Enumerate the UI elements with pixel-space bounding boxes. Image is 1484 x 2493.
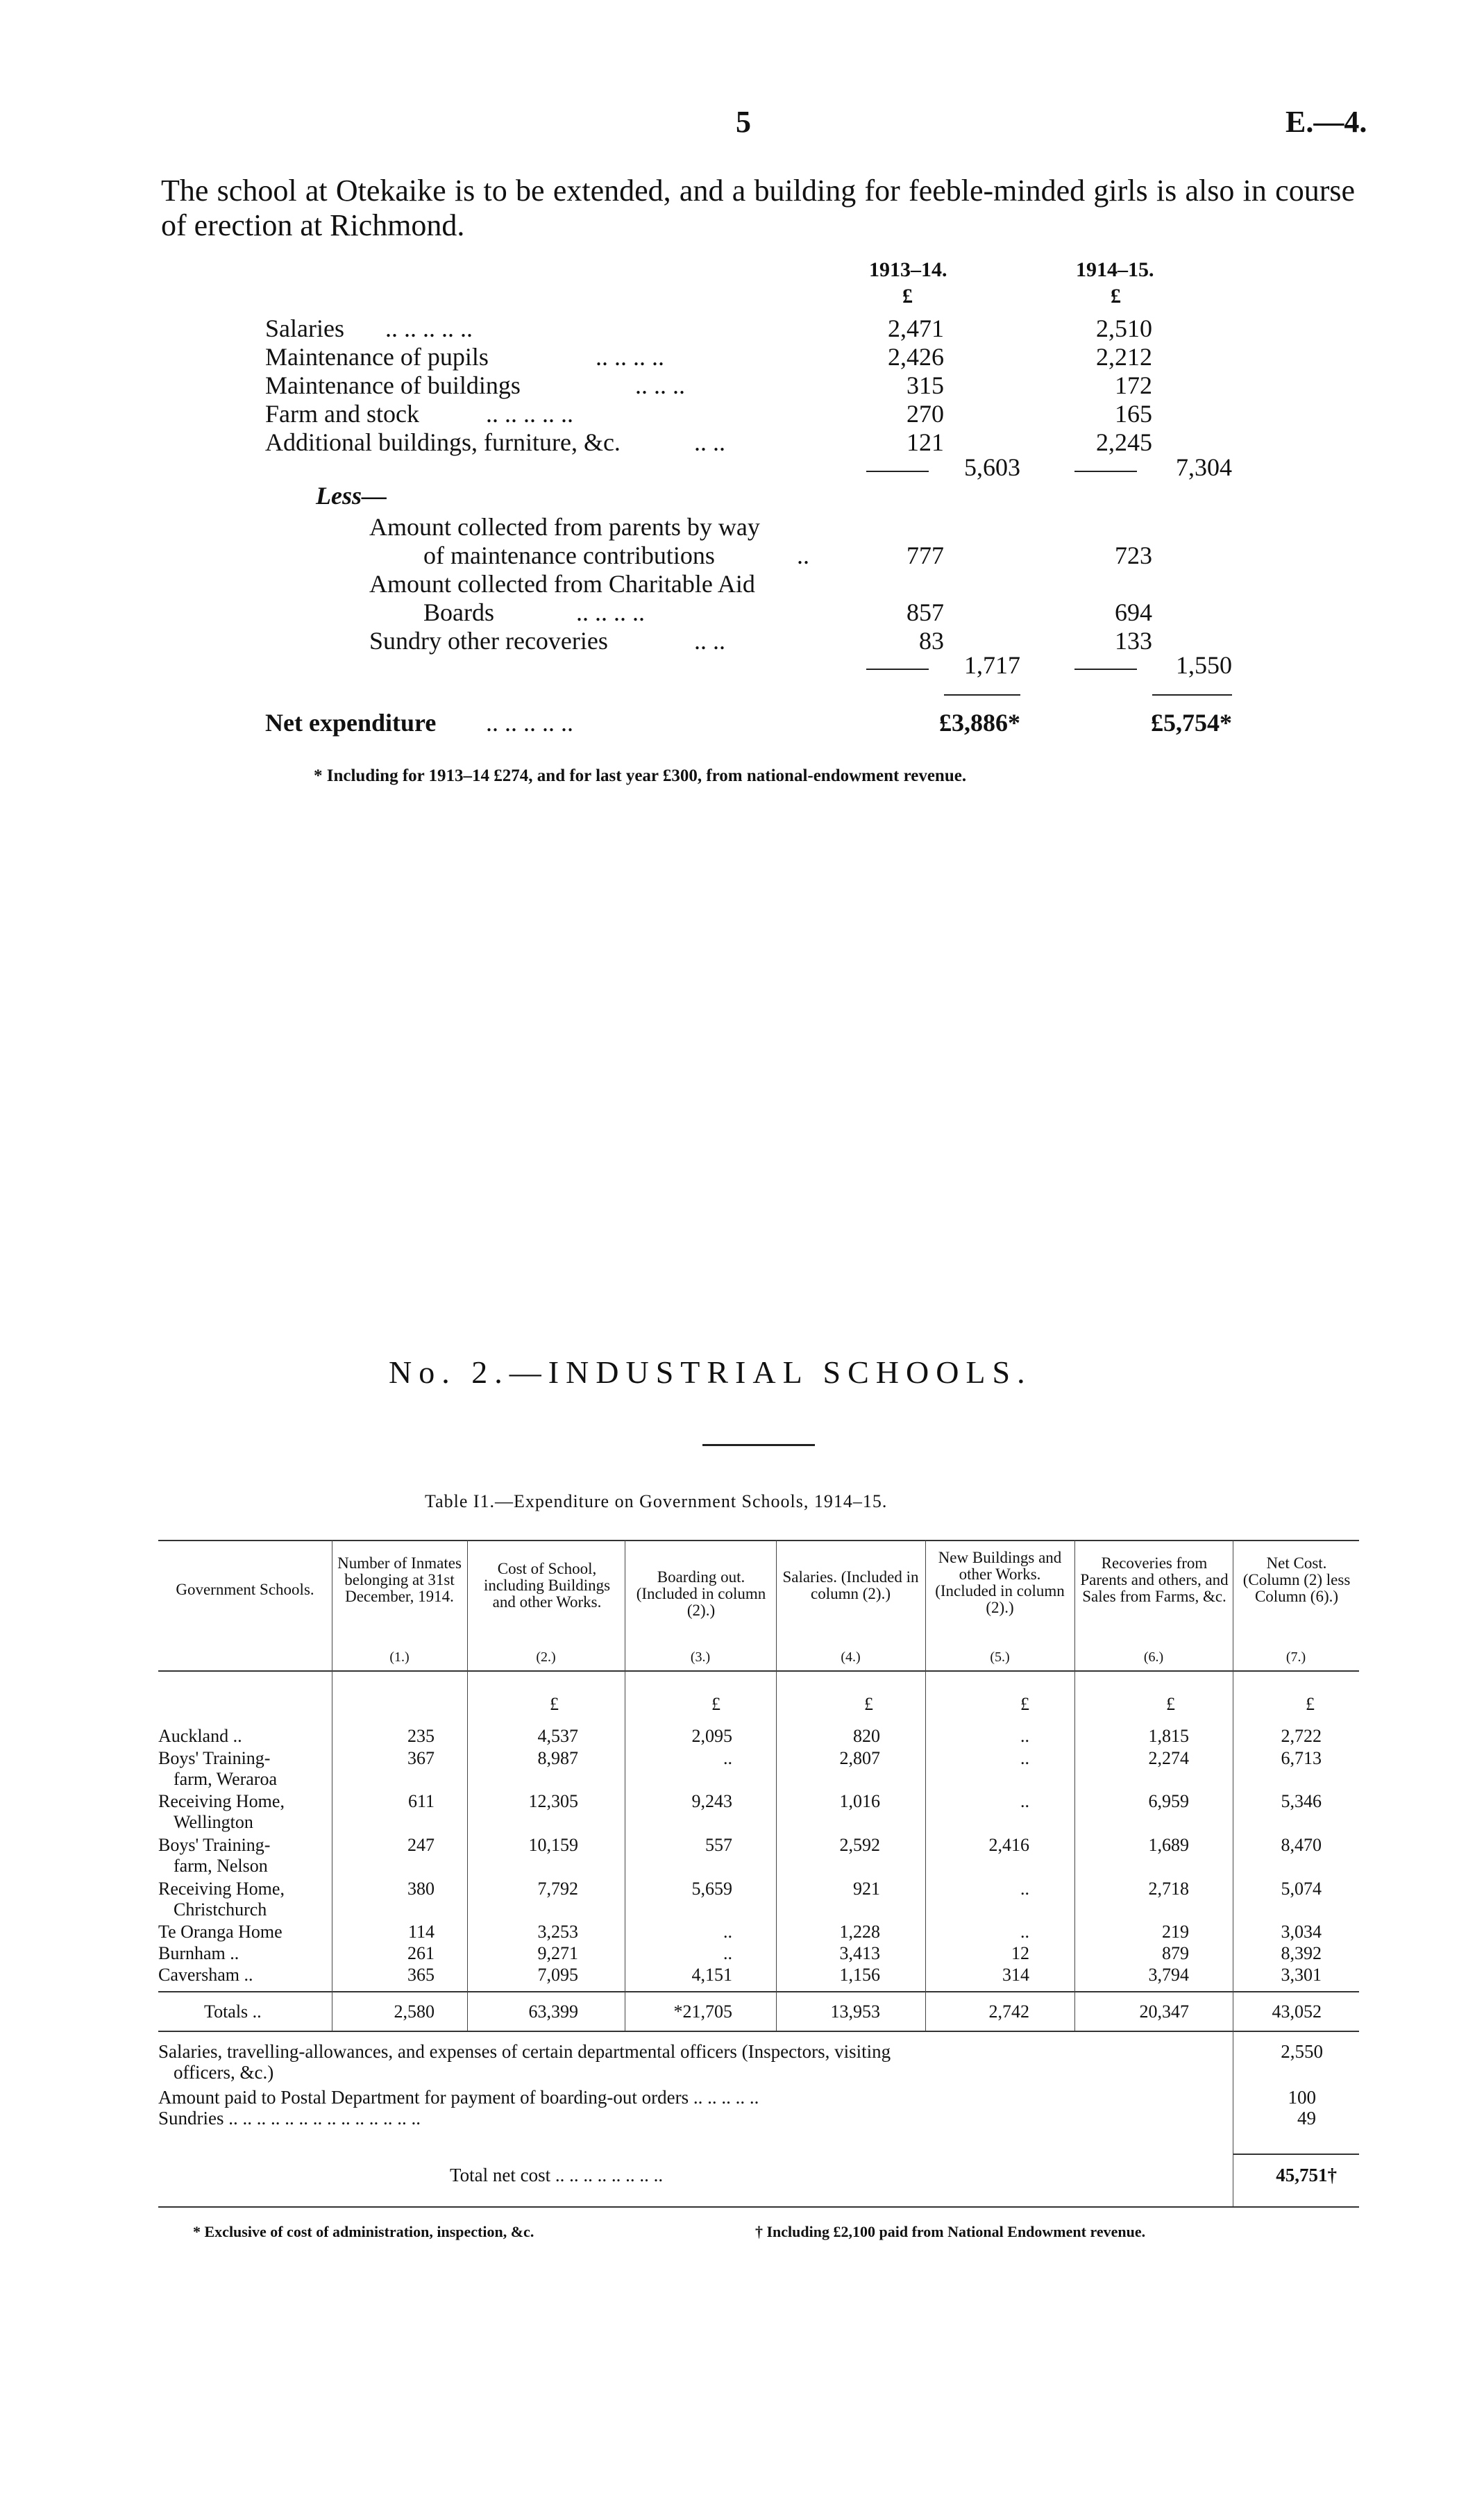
table-cell: .. (1020, 1748, 1029, 1768)
item-dots: .. .. .. .. .. (385, 314, 473, 342)
item-y1: 315 (907, 371, 944, 399)
less-item-y1: 777 (907, 542, 944, 569)
table-cell: .. (723, 1748, 732, 1768)
totals-bottom-rule (158, 2031, 1359, 2032)
header-government-schools: Government Schools. (176, 1581, 314, 1598)
table-cell: 12 (1011, 1943, 1029, 1963)
document-code: E.—4. (1285, 105, 1367, 139)
currency-symbol: £ (1166, 1694, 1175, 1714)
table-footnote-1: * Exclusive of cost of administration, inspection, &c. (193, 2223, 534, 2240)
table-cell: 12,305 (528, 1791, 578, 1811)
header-cost: Cost of School, including Buildings and other Works. (483, 1560, 611, 1611)
table-cell: 2,416 (988, 1835, 1029, 1855)
item-dots: .. .. (694, 428, 725, 456)
extra-row-label: Sundries .. .. .. .. .. .. .. .. .. .. .. .. .. .. (158, 2108, 421, 2129)
item-label: Salaries (265, 314, 344, 342)
table-cell: 2,592 (839, 1835, 880, 1855)
table-cell: 380 (407, 1879, 435, 1899)
item-label: Maintenance of pupils (265, 343, 489, 371)
table-cell: 2,807 (839, 1748, 880, 1768)
table-cell: 5,346 (1281, 1791, 1322, 1811)
currency-symbol: £ (1306, 1694, 1315, 1714)
total-value: 2,580 (394, 2001, 435, 2022)
table-cell: 879 (1162, 1943, 1189, 1963)
table-cell: 7,792 (537, 1879, 578, 1899)
header-bottom-rule (158, 1670, 1359, 1672)
table-cell: 611 (407, 1791, 435, 1811)
currency-symbol: £ (864, 1694, 873, 1714)
less-item-line1: Amount collected from Charitable Aid (369, 570, 755, 598)
currency-symbol: £ (550, 1694, 559, 1714)
header-recoveries: Recoveries from Parents and others, and Sales from Farms, &c. (1080, 1554, 1229, 1605)
table-cell: 557 (705, 1835, 732, 1855)
school-name-cont: farm, Weraroa (174, 1769, 278, 1789)
table-cell: 6,713 (1281, 1748, 1322, 1768)
rule (866, 669, 929, 670)
total-value: 43,052 (1272, 2001, 1322, 2022)
less-total-1: 1,717 (964, 651, 1020, 679)
total-net-cost-label: Total net cost .. .. .. .. .. .. .. .. (450, 2165, 664, 2185)
table-cell: 1,016 (839, 1791, 880, 1811)
less-label: Less— (316, 482, 387, 510)
item-y1: 121 (907, 428, 944, 456)
table-cell: 247 (407, 1835, 435, 1855)
expenditure-table (158, 1540, 1359, 2262)
school-name-cont: Christchurch (174, 1899, 267, 1920)
school-name-cont: farm, Nelson (174, 1856, 268, 1876)
less-item-line1: Amount collected from parents by way (369, 513, 760, 541)
finance-footnote: * Including for 1913–14 £274, and for last year £300, from national-endowment revenue. (314, 766, 967, 785)
table-cell: 219 (1162, 1922, 1189, 1942)
school-name: Receiving Home, (158, 1879, 285, 1899)
table-cell: 9,271 (537, 1943, 578, 1963)
less-item-y2: 133 (1115, 627, 1152, 655)
table-cell: 6,959 (1148, 1791, 1189, 1811)
less-item-y1: 83 (919, 627, 944, 655)
item-y2: 2,245 (1096, 428, 1152, 456)
table-cell: 4,537 (537, 1726, 578, 1746)
table-cell: 1,156 (839, 1965, 880, 1985)
total-value: 63,399 (528, 2001, 578, 2022)
table-cell: 8,470 (1281, 1835, 1322, 1855)
net-expenditure-1: £3,886* (939, 709, 1020, 737)
less-item-y2: 723 (1115, 542, 1152, 569)
item-y2: 165 (1115, 400, 1152, 428)
currency-symbol: £ (1020, 1694, 1029, 1714)
extra-row-value: 100 (1288, 2087, 1316, 2108)
school-name: Auckland .. (158, 1726, 242, 1746)
column-number: (5.) (990, 1650, 1010, 1665)
intro-paragraph: The school at Otekaike is to be extended, and a building for feeble-minded girls is also in course of erection at Richmond. (161, 174, 1355, 242)
subtotal-2: 7,304 (1176, 453, 1232, 481)
rule (1074, 669, 1137, 670)
item-label: Additional buildings, furniture, &c. (265, 428, 621, 456)
table-cell: .. (723, 1922, 732, 1942)
rule (866, 471, 929, 472)
header-salaries: Salaries. (Included in column (2).) (782, 1568, 919, 1602)
table-cell: 314 (1002, 1965, 1029, 1985)
less-item-line2: of maintenance contributions (423, 542, 715, 569)
year-heading-1: 1913–14. (869, 258, 947, 281)
table-cell: 3,034 (1281, 1922, 1322, 1942)
header-inmates: Number of Inmates belonging at 31st December, 1914. (337, 1554, 462, 1605)
table-cell: .. (1020, 1791, 1029, 1811)
table-cell: 5,074 (1281, 1879, 1322, 1899)
table-cell: 820 (853, 1726, 880, 1746)
less-item-line1: Sundry other recoveries (369, 627, 608, 655)
page-number: 5 (736, 105, 751, 139)
rule (1152, 694, 1232, 696)
extra-row-label-cont: officers, &c.) (174, 2062, 274, 2083)
column-number: (3.) (690, 1650, 711, 1665)
total-value: 20,347 (1139, 2001, 1189, 2022)
table-title: Table I1.—Expenditure on Government Schools, 1914–15. (425, 1491, 888, 1511)
header-boarding-out: Boarding out. (Included in column (2).) (636, 1568, 766, 1619)
table-cell: .. (1020, 1879, 1029, 1899)
item-dots: .. .. .. .. (596, 343, 664, 371)
table-cell: 5,659 (691, 1879, 732, 1899)
table-cell: 2,718 (1148, 1879, 1189, 1899)
item-dots: .. .. .. .. .. (486, 400, 573, 428)
less-item-dots: .. .. .. .. (576, 598, 645, 626)
less-item-dots: .. (797, 542, 809, 569)
total-value: *21,705 (673, 2001, 732, 2022)
table-cell: 3,253 (537, 1922, 578, 1942)
table-bottom-rule (158, 2206, 1359, 2208)
total-net-top-rule (1233, 2154, 1359, 2155)
rule (1074, 471, 1137, 472)
item-y1: 2,426 (888, 343, 944, 371)
header-net-cost: Net Cost. (Column (2) less Column (6).) (1242, 1554, 1351, 1605)
less-item-dots: .. .. (694, 627, 725, 655)
subtotal-1: 5,603 (964, 453, 1020, 481)
table-cell: 8,392 (1281, 1943, 1322, 1963)
table-cell: 367 (407, 1748, 435, 1768)
table-cell: 3,794 (1148, 1965, 1189, 1985)
table-cell: 921 (853, 1879, 880, 1899)
table-cell: 365 (407, 1965, 435, 1985)
column-number: (6.) (1143, 1650, 1164, 1665)
year-heading-2: 1914–15. (1076, 258, 1154, 281)
header-new-buildings: New Buildings and other Works. (Included in column (2).) (935, 1549, 1065, 1616)
table-cell: 9,243 (691, 1791, 732, 1811)
table-cell: 10,159 (528, 1835, 578, 1855)
table-cell: 114 (407, 1922, 435, 1942)
rule (944, 694, 1020, 696)
table-cell: 2,722 (1281, 1726, 1322, 1746)
item-label: Maintenance of buildings (265, 371, 521, 399)
column-number: (7.) (1285, 1650, 1306, 1665)
table-cell: 235 (407, 1726, 435, 1746)
table-cell: 4,151 (691, 1965, 732, 1985)
less-item-line2: Boards (423, 598, 494, 626)
table-cell: 3,413 (839, 1943, 880, 1963)
school-name: Caversham .. (158, 1965, 253, 1985)
extra-row-label: Salaries, travelling-allowances, and expenses of certain departmental officers (Inspectors, visiting (158, 2041, 891, 2062)
item-label: Farm and stock (265, 400, 419, 428)
title-rule (702, 1444, 815, 1446)
net-dots: .. .. .. .. .. (486, 709, 573, 737)
totals-label: Totals .. (204, 2001, 262, 2022)
currency-1: £ (902, 285, 913, 308)
less-total-2: 1,550 (1176, 651, 1232, 679)
extra-row-value: 49 (1297, 2108, 1316, 2129)
school-name: Boys' Training- (158, 1748, 271, 1768)
less-item-y1: 857 (907, 598, 944, 626)
school-name: Te Oranga Home (158, 1922, 283, 1942)
table-cell: 3,301 (1281, 1965, 1322, 1985)
currency-symbol: £ (711, 1694, 720, 1714)
net-expenditure-2: £5,754* (1151, 709, 1232, 737)
school-name-cont: Wellington (174, 1812, 253, 1832)
table-cell: .. (723, 1943, 732, 1963)
table-cell: 7,095 (537, 1965, 578, 1985)
table-cell: 261 (407, 1943, 435, 1963)
item-dots: .. .. .. (635, 371, 685, 399)
column-number: (4.) (841, 1650, 861, 1665)
school-name: Receiving Home, (158, 1791, 285, 1811)
total-net-cost-value: 45,751† (1276, 2165, 1337, 2185)
item-y1: 2,471 (888, 314, 944, 342)
table-cell: 8,987 (537, 1748, 578, 1768)
item-y2: 2,510 (1096, 314, 1152, 342)
totals-top-rule (158, 1991, 1359, 1992)
less-item-y2: 694 (1115, 598, 1152, 626)
table-cell: 1,689 (1148, 1835, 1189, 1855)
table-cell: 1,228 (839, 1922, 880, 1942)
table-cell: 2,095 (691, 1726, 732, 1746)
net-expenditure-label: Net expenditure (265, 709, 437, 737)
item-y1: 270 (907, 400, 944, 428)
school-name: Burnham .. (158, 1943, 239, 1963)
item-y2: 2,212 (1096, 343, 1152, 371)
item-y2: 172 (1115, 371, 1152, 399)
total-value: 13,953 (830, 2001, 880, 2022)
table-cell: 2,274 (1148, 1748, 1189, 1768)
total-value: 2,742 (988, 2001, 1029, 2022)
school-name: Boys' Training- (158, 1835, 271, 1855)
extra-row-value: 2,550 (1281, 2041, 1323, 2062)
section-title: No. 2.—INDUSTRIAL SCHOOLS. (389, 1354, 1032, 1390)
column-number: (2.) (536, 1650, 556, 1665)
column-number: (1.) (389, 1650, 410, 1665)
table-cell: .. (1020, 1726, 1029, 1746)
currency-2: £ (1111, 285, 1121, 308)
table-top-rule (158, 1540, 1359, 1541)
table-cell: .. (1020, 1922, 1029, 1942)
table-footnote-2: † Including £2,100 paid from National Endowment revenue. (755, 2223, 1146, 2240)
extra-row-label: Amount paid to Postal Department for payment of boarding-out orders .. .. .. .. .. (158, 2087, 759, 2108)
table-cell: 1,815 (1148, 1726, 1189, 1746)
